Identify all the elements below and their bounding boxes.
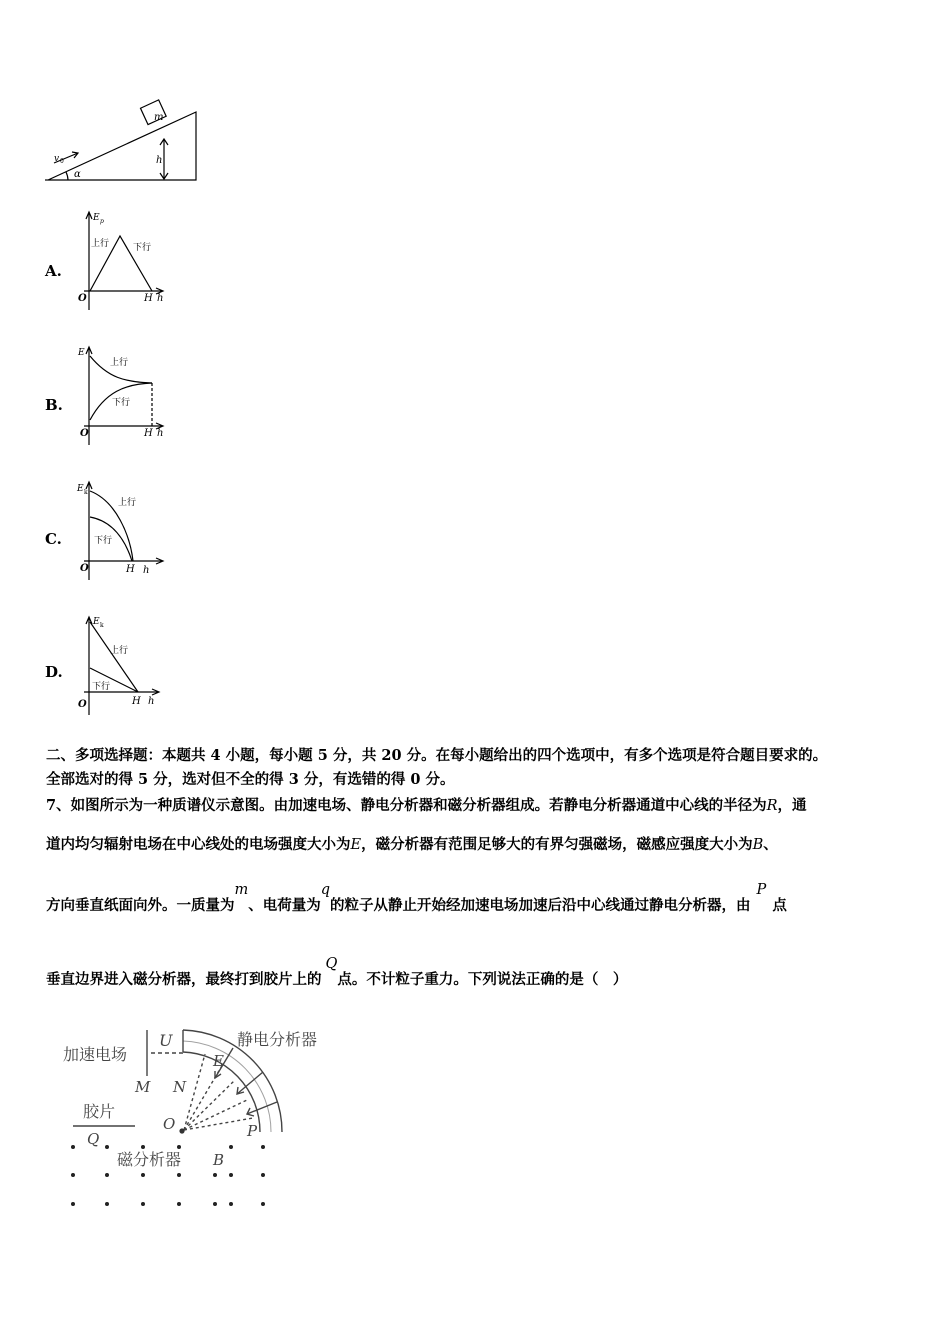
center-point-O	[179, 1128, 184, 1133]
option-a-label[interactable]: A.	[45, 262, 62, 280]
y-axis-subscript: k	[84, 489, 88, 496]
label-Q: Q	[87, 1130, 100, 1148]
q-text: 7、如图所示为一种质谱仪示意图。由加速电场、静电分析器和磁分析器组成。若静电分析器通道中心线的半径为	[46, 797, 767, 814]
option-c-label[interactable]: C.	[45, 530, 62, 548]
x-h-label: h	[157, 428, 164, 439]
incline-triangle	[48, 112, 196, 180]
question-line2	[46, 833, 778, 857]
height-label: h	[156, 155, 163, 166]
q-text: 道内均匀辐射电场在中心线处的电场强度大小为	[46, 836, 351, 853]
var-E: E	[350, 837, 362, 853]
var-P: P	[756, 882, 767, 898]
curve-down-label: 下行	[92, 682, 111, 692]
curve-up-label: 上行	[110, 646, 129, 656]
option-c-graph	[70, 475, 180, 585]
q-text: ，通	[777, 797, 807, 814]
var-Q: Q	[325, 956, 338, 972]
velocity-label: v	[54, 154, 60, 164]
mass-spectrometer-diagram	[55, 1020, 355, 1220]
curve-down-label: 下行	[112, 398, 131, 408]
var-m: m	[234, 882, 249, 898]
y-axis-label: E	[77, 484, 84, 494]
option-d-label[interactable]: D.	[45, 663, 63, 681]
field-arrow	[237, 1072, 263, 1094]
origin-label: O	[78, 699, 87, 710]
field-arrow	[247, 1102, 277, 1114]
y-axis-subscript: k	[100, 622, 104, 629]
origin-label: O	[78, 293, 87, 304]
curve-up-label: 上行	[118, 498, 137, 508]
y-axis-subscript: p	[100, 218, 104, 225]
x-h-label: h	[157, 293, 164, 304]
y-axis-label: E	[78, 348, 85, 358]
q-text: 、电荷量为	[248, 897, 321, 914]
curve-up-label: 上行	[91, 239, 110, 249]
curve-down-label: 下行	[133, 243, 152, 253]
label-N: N	[173, 1078, 187, 1096]
section-heading-line1: 二、多项选择题：本题共 4 小题，每小题 5 分，共 20 分。在每小题给出的四个选项中，有多个选项是符合题目要求的。	[46, 747, 828, 764]
origin-label: O	[80, 563, 89, 574]
film-label: 胶片	[83, 1102, 116, 1121]
curve-down-label: 下行	[94, 536, 113, 546]
var-R: R	[766, 798, 778, 814]
x-h-label: h	[148, 696, 155, 707]
x-H-label: H	[144, 293, 153, 304]
q-text: 、	[763, 836, 778, 853]
y-axis-label: E	[93, 617, 100, 627]
incline-figure	[40, 95, 210, 190]
origin-label: O	[80, 428, 89, 439]
x-H-label: H	[126, 564, 135, 575]
option-b-label[interactable]: B.	[45, 396, 63, 414]
y-axis-label: E	[93, 213, 100, 223]
electrostatic-analyzer-label: 静电分析器	[237, 1030, 318, 1049]
q-text: 点。不计粒子重力。下列说法正确的是（ ）	[337, 971, 628, 988]
label-P: P	[247, 1122, 258, 1140]
label-E: E	[213, 1052, 224, 1070]
x-H-label: H	[144, 428, 153, 439]
angle-label: α	[74, 169, 81, 180]
velocity-subscript: 0	[60, 158, 64, 165]
option-b-graph	[70, 340, 180, 450]
section-heading-line2: 全部选对的得 5 分，选对但不全的得 3 分，有选错的得 0 分。	[46, 771, 455, 788]
label-O: O	[163, 1115, 176, 1133]
accel-field-label: 加速电场	[63, 1045, 128, 1064]
x-H-label: H	[132, 696, 141, 707]
question-line4	[46, 956, 628, 992]
q-text: ，磁分析器有范围足够大的有界匀强磁场，磁感应强度大小为	[361, 836, 753, 853]
question-line3	[46, 882, 787, 918]
x-h-label: h	[143, 565, 150, 576]
label-U: U	[159, 1031, 173, 1050]
question-line1	[46, 794, 807, 818]
q-text: 的粒子从静止开始经加速电场加速后沿中心线通过静电分析器，由	[330, 897, 751, 914]
curve-up-label: 上行	[110, 358, 129, 368]
magnetic-analyzer-label: 磁分析器	[117, 1150, 182, 1169]
label-M: M	[135, 1078, 151, 1096]
var-B: B	[752, 837, 764, 853]
q-text: 点	[772, 897, 787, 914]
q-text: 垂直边界进入磁分析器，最终打到胶片上的	[46, 971, 322, 988]
label-B: B	[213, 1151, 225, 1169]
mass-label: m	[154, 112, 164, 123]
option-a-graph	[70, 205, 180, 315]
var-q: q	[320, 882, 331, 898]
q-text: 方向垂直纸面向外。一质量为	[46, 897, 235, 914]
option-d-graph	[70, 610, 180, 720]
